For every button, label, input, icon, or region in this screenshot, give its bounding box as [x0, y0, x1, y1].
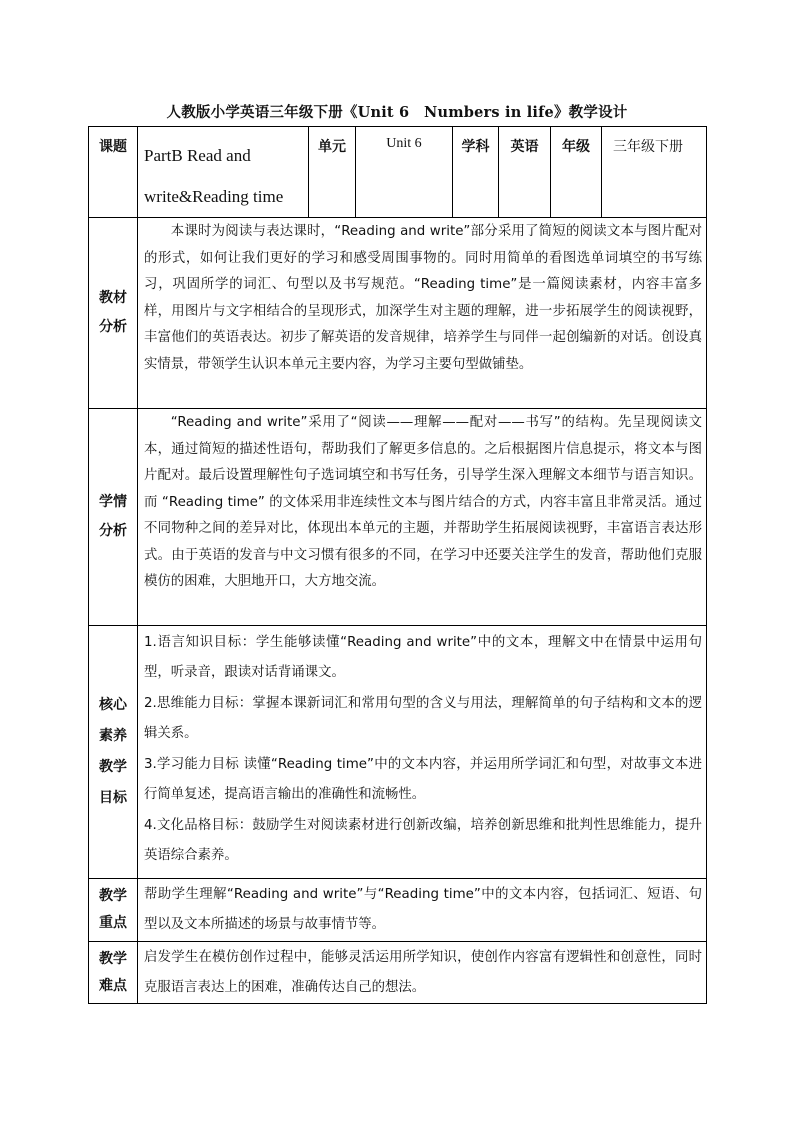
topic-line-1: PartB Read and — [144, 146, 251, 165]
goal-item: 4.文化品格目标：鼓励学生对阅读素材进行创新改编，培养创新思维和批判性思维能力，提升英语综合素养。 — [144, 818, 702, 863]
material-label-line1: 教材 — [99, 290, 127, 306]
topic-label: 课题 — [89, 127, 138, 218]
difficult-text-cell — [138, 942, 707, 1004]
difficult-row — [89, 942, 707, 1004]
lesson-plan-table — [88, 126, 707, 1004]
key-label-line1: 教学 — [99, 888, 127, 904]
key-text: 帮助学生理解“Reading and write”与“Reading time”中的文本内容，包括词汇、短语、句型以及文本所描述的场景与故事情节等。 — [144, 887, 702, 932]
topic-line-2: write&Reading time — [144, 187, 284, 206]
subject-label: 学科 — [453, 127, 499, 218]
learner-text-cell — [138, 409, 707, 626]
unit-label: 单元 — [309, 127, 356, 218]
goals-label-line3: 教学 — [99, 759, 127, 775]
subject-value: 英语 — [499, 127, 551, 218]
goals-row — [89, 626, 707, 879]
goal-item: 3.学习能力目标 读懂“Reading time”中的文本内容，并运用所学词汇和句型，对故事文本进行简单复述，提高语言输出的准确性和流畅性。 — [144, 757, 702, 802]
difficult-text: 启发学生在模仿创作过程中，能够灵活运用所学知识，使创作内容富有逻辑性和创意性，同时克服语言表达上的困难，准确传达自己的想法。 — [144, 950, 702, 995]
page-title: 人教版小学英语三年级下册《Unit 6 Numbers in life》教学设计 — [166, 104, 628, 121]
goals-text-cell — [138, 626, 707, 879]
material-row — [89, 218, 707, 409]
material-label — [89, 218, 138, 409]
goals-label-line1: 核心 — [99, 697, 127, 713]
learner-label-line1: 学情 — [99, 494, 127, 510]
learner-label-line2: 分析 — [99, 523, 127, 539]
goal-item: 1.语言知识目标：学生能够读懂“Reading and write”中的文本，理解文中在情景中运用句型，听录音，跟读对话背诵课文。 — [144, 635, 702, 680]
unit-value: Unit 6 — [356, 127, 453, 218]
difficult-label-line1: 教学 — [99, 950, 127, 967]
goals-label — [89, 626, 138, 879]
material-text: 本课时为阅读与表达课时，“Reading and write”部分采用了简短的阅读文本与图片配对的形式，如何让我们更好的学习和感受周围事物的。同时用简单的看图选单词填空的书写练习，巩固所学的词汇、句型以及书写规范。“Reading time”是一篇阅读素材，内容丰富多样，用图片与文字相结合的呈现形式，加深学生对主题的理解，进一步拓展学生的阅读视野，丰富他们的英语表达。初步了解英语的发音规律，培养学生与同伴一起创编新的对话。创设真实情景，带领学生认识本单元主要内容，为学习主要句型做铺垫。 — [144, 224, 702, 372]
difficult-label — [89, 942, 138, 1004]
material-label-line2: 分析 — [99, 319, 127, 335]
grade-label: 年级 — [551, 127, 602, 218]
key-label — [89, 879, 138, 942]
goal-item: 2.思维能力目标：掌握本课新词汇和常用句型的含义与用法，理解简单的句子结构和文本的逻辑关系。 — [144, 696, 702, 741]
key-row — [89, 879, 707, 942]
topic-value — [138, 127, 309, 218]
grade-value: 三年级下册 — [602, 127, 707, 218]
learner-text: “Reading and write”采用了“阅读——理解——配对——书写”的结构。先呈现阅读文本，通过简短的描述性语句，帮助我们了解更多信息的。之后根据图片信息提示，将文本与图片配对。最后设置理解性句子选词填空和书写任务，引导学生深入理解文本细节与语言知识。而 “Reading time” 的文体采用非连续性文本与图片结合的方式，内容丰富且非常灵活。通过不同物种之间的差异对比，体现出本单元的主题，并帮助学生拓展阅读视野，丰富语言表达形式。由于英语的发音与中文习惯有很多的不同，在学习中还要关注学生的发音，帮助他们克服模仿的困难，大胆地开口，大方地交流。 — [144, 415, 702, 589]
header-row — [89, 127, 707, 218]
material-text-cell — [138, 218, 707, 409]
learner-row — [89, 409, 707, 626]
difficult-label-line2: 难点 — [99, 977, 127, 994]
goals-label-line4: 目标 — [99, 790, 127, 806]
key-text-cell — [138, 879, 707, 942]
goals-label-line2: 素养 — [99, 728, 127, 744]
learner-label — [89, 409, 138, 626]
key-label-line2: 重点 — [99, 915, 127, 931]
